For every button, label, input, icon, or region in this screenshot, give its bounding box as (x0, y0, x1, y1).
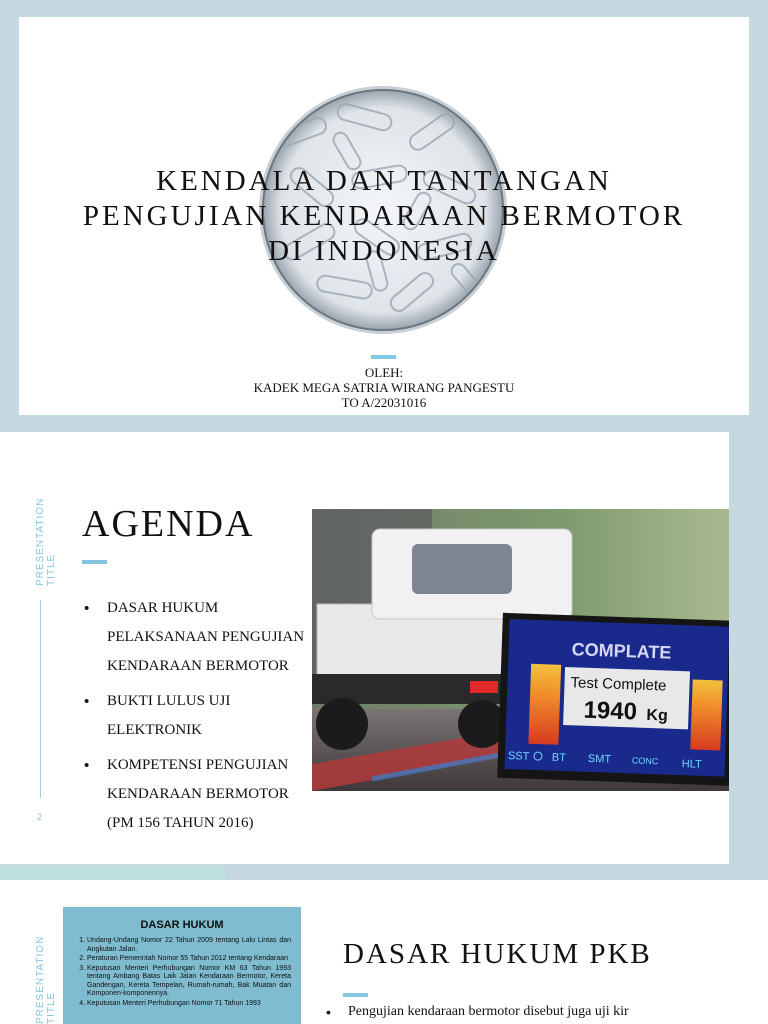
screen-message: Test Complete (570, 674, 667, 695)
screen-label: BT (551, 751, 567, 765)
agenda-heading: AGENDA (82, 503, 255, 545)
screen-label: HLT (681, 758, 702, 771)
bullet-text: Pengujian kendaraan bermotor disebut juga uji kir (348, 1004, 629, 1019)
author-line: OLEH: (364, 365, 404, 380)
presentation-title (19, 164, 749, 269)
vehicle-testing-photo (312, 509, 729, 791)
screen-status: COMPLATE (571, 639, 672, 663)
screen-label: CONC (631, 755, 659, 767)
document-title: DASAR HUKUM (140, 919, 224, 931)
document-item: 1. Undang-Undang Nomor 22 Tahun 2009 tentang Lalu Lintas dan Angkutan Jalan. (87, 937, 291, 954)
title-line: KENDALA DAN TANTANGAN (156, 165, 612, 197)
bullet: • (84, 600, 90, 617)
screen-unit: Kg (646, 706, 669, 725)
accent-bar (343, 993, 368, 997)
title-line: DI INDONESIA (268, 235, 500, 267)
section-heading: DASAR HUKUM PKB (343, 938, 652, 970)
document-item: 4. Keputusan Menteri Perhubungan Nomor 71 Tahun 1993 (87, 1000, 291, 1009)
legal-document-image (63, 907, 301, 1024)
agenda-slide (0, 432, 729, 864)
agenda-list (82, 594, 312, 844)
title-line: PENGUJIAN KENDARAAN BERMOTOR (82, 200, 686, 232)
page-number: 2 (37, 812, 43, 822)
document-list (73, 937, 291, 1008)
document-item: 3. Keputusan Menteri Perhubungan Nomor KM 63 Tahun 1993 tentang Ambang Batas Laik Jalan Kendaraan Bermotor, Kereta Gandengan, Kereta Tempelan, Rumah-rumah, Bak Muatan dan Komponen-komponennya. (87, 965, 291, 999)
bullet: • (84, 757, 90, 774)
side-divider (40, 600, 41, 798)
screen-label: SMT (587, 752, 612, 766)
side-label: PRESENTATION TITLE (35, 935, 57, 1024)
bullet: • (326, 1004, 331, 1020)
author-line: TO A/22031016 (341, 395, 427, 410)
side-label: PRESENTATION TITLE (35, 497, 57, 586)
screen-label: SST (507, 750, 530, 763)
screen-weight: 1940 (583, 696, 638, 726)
list-item: • KOMPETENSI PENGUJIAN KENDARAAN BERMOTOR (PM 156 TAHUN 2016) (82, 751, 312, 838)
document-item: 2. Peraturan Pemerintah Nomor 55 Tahun 2012 tentang Kendaraan (87, 955, 291, 964)
accent-bar (371, 355, 396, 359)
title-slide (19, 17, 749, 415)
list-item: • DASAR HUKUM PELAKSANAAN PENGUJIAN KENDARAAN BERMOTOR (82, 594, 312, 681)
author-block (19, 365, 749, 410)
bullet: • (84, 693, 90, 710)
legal-basis-slide (0, 880, 768, 1024)
accent-bar (82, 560, 107, 564)
list-item: • BUKTI LULUS UJI ELEKTRONIK (82, 687, 312, 745)
author-line: KADEK MEGA SATRIA WIRANG PANGESTU (253, 380, 515, 395)
